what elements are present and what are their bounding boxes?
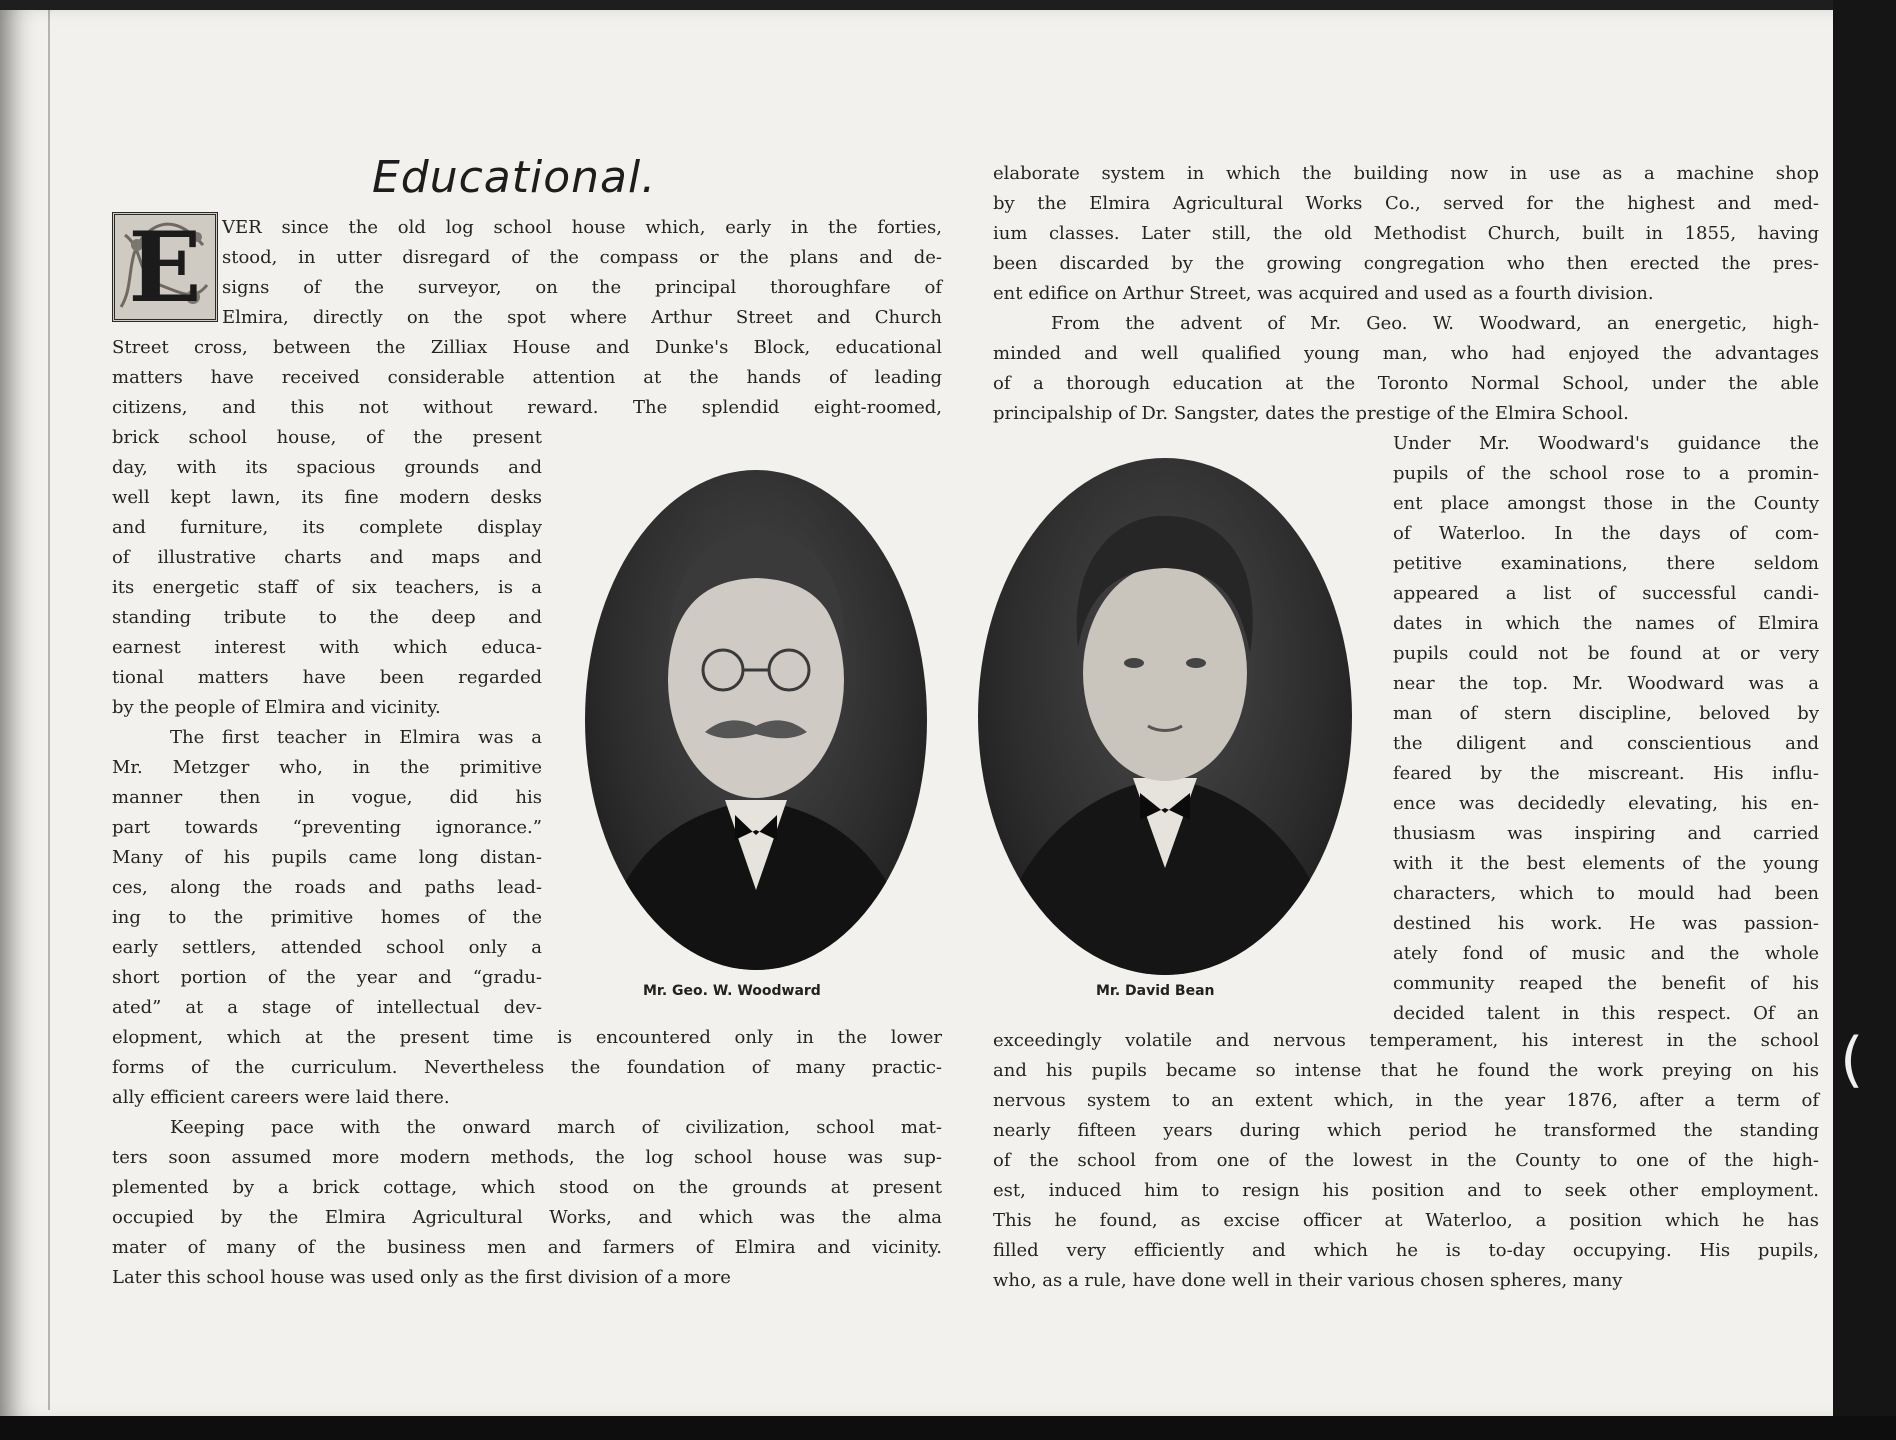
- text-line: early settlers, attended school only a: [112, 937, 542, 958]
- right-column-narrow: [1393, 429, 1819, 1029]
- text-line: petitive examinations, there seldom: [1393, 553, 1819, 574]
- text-line: forms of the curriculum. Nevertheless the foundation of many practic-: [112, 1057, 942, 1078]
- text-line: thusiasm was inspiring and carried: [1393, 823, 1819, 844]
- text-line: ium classes. Later still, the old Methodist Church, built in 1855, having: [993, 223, 1819, 244]
- scan-edge-bottom: [0, 1416, 1896, 1440]
- text-line: characters, which to mould had been: [1393, 883, 1819, 904]
- text-line: pupils could not be found at or very: [1393, 643, 1819, 664]
- text-line: earnest interest with which educa-: [112, 637, 542, 658]
- text-line: well kept lawn, its fine modern desks: [112, 487, 542, 508]
- text-line: with it the best elements of the young: [1393, 853, 1819, 874]
- text-line: decided talent in this respect. Of an: [1393, 1003, 1819, 1024]
- portrait-bean: [978, 458, 1352, 975]
- text-line: plemented by a brick cottage, which stood on the grounds at present: [112, 1177, 942, 1198]
- text-line: appeared a list of successful candi-: [1393, 583, 1819, 604]
- text-line: nearly fifteen years during which period he transformed the standing: [993, 1120, 1819, 1141]
- text-line: by the people of Elmira and vicinity.: [112, 697, 441, 718]
- edge-mark-icon: (: [1840, 1025, 1864, 1095]
- text-line: est, induced him to resign his position and to seek other employment.: [993, 1180, 1819, 1201]
- left-column-narrow: [112, 423, 542, 1023]
- text-line: man of stern discipline, beloved by: [1393, 703, 1819, 724]
- text-line: by the Elmira Agricultural Works Co., served for the highest and med-: [993, 193, 1819, 214]
- text-line: VER since the old log school house which, early in the forties,: [222, 217, 942, 238]
- text-line: exceedingly volatile and nervous temperament, his interest in the school: [993, 1030, 1819, 1051]
- text-line: day, with its spacious grounds and: [112, 457, 542, 478]
- drop-cap-e: [112, 212, 218, 322]
- text-line: near the top. Mr. Woodward was a: [1393, 673, 1819, 694]
- scan-edge-right: [1833, 0, 1896, 1440]
- text-line: ated” at a stage of intellectual dev-: [112, 997, 542, 1018]
- text-line: part towards “preventing ignorance.”: [112, 817, 542, 838]
- text-line: of Waterloo. In the days of com-: [1393, 523, 1819, 544]
- text-line: Under Mr. Woodward's guidance the: [1393, 433, 1819, 454]
- text-line: Many of his pupils came long distan-: [112, 847, 542, 868]
- young-man-portrait-icon: [978, 458, 1352, 975]
- text-line: manner then in vogue, did his: [112, 787, 542, 808]
- text-line: Keeping pace with the onward march of civilization, school mat-: [170, 1117, 942, 1138]
- left-paragraph-top: [112, 333, 942, 423]
- text-line: ces, along the roads and paths lead-: [112, 877, 542, 898]
- text-line: Mr. Metzger who, in the primitive: [112, 757, 542, 778]
- text-line: ent place amongst those in the County: [1393, 493, 1819, 514]
- caption-woodward: Mr. Geo. W. Woodward: [643, 983, 821, 999]
- text-line: ters soon assumed more modern methods, the log school house was sup-: [112, 1147, 942, 1168]
- text-line: The first teacher in Elmira was a: [170, 727, 542, 748]
- text-line: mater of many of the business men and farmers of Elmira and vicinity.: [112, 1237, 942, 1258]
- text-line: standing tribute to the deep and: [112, 607, 542, 628]
- text-line: the diligent and conscientious and: [1393, 733, 1819, 754]
- text-line: brick school house, of the present: [112, 427, 542, 448]
- text-line: been discarded by the growing congregation who then erected the pres-: [993, 253, 1819, 274]
- right-paragraph-top: [993, 159, 1819, 429]
- text-line: of illustrative charts and maps and: [112, 547, 542, 568]
- caption-bean: Mr. David Bean: [1096, 983, 1215, 999]
- text-line: ately fond of music and the whole: [1393, 943, 1819, 964]
- text-line: destined his work. He was passion-: [1393, 913, 1819, 934]
- text-line: citizens, and this not without reward. The splendid eight-roomed,: [112, 397, 942, 418]
- page-title: Educational.: [372, 152, 657, 203]
- left-dropcap-text: [222, 213, 942, 333]
- text-line: From the advent of Mr. Geo. W. Woodward, an energetic, high-: [1051, 313, 1819, 334]
- text-line: pupils of the school rose to a promin-: [1393, 463, 1819, 484]
- text-line: Elmira, directly on the spot where Arthur Street and Church: [222, 307, 942, 328]
- text-line: This he found, as excise officer at Waterloo, a position which he has: [993, 1210, 1819, 1231]
- left-paragraph-bottom: [112, 1023, 942, 1293]
- text-line: filled very efficiently and which he is to-day occupying. His pupils,: [993, 1240, 1819, 1261]
- right-paragraph-bottom: [993, 1026, 1819, 1296]
- text-line: elaborate system in which the building now in use as a machine shop: [993, 163, 1819, 184]
- text-line: occupied by the Elmira Agricultural Works, and which was the alma: [112, 1207, 942, 1228]
- drop-cap-letter: E: [128, 212, 202, 322]
- text-line: and his pupils became so intense that he found the work preying on his: [993, 1060, 1819, 1081]
- text-line: tional matters have been regarded: [112, 667, 542, 688]
- portrait-woodward: [585, 470, 927, 970]
- text-line: of a thorough education at the Toronto Normal School, under the able: [993, 373, 1819, 394]
- text-line: minded and well qualified young man, who had enjoyed the advantages: [993, 343, 1819, 364]
- text-line: ent edifice on Arthur Street, was acquired and used as a fourth division.: [993, 283, 1654, 304]
- text-line: feared by the miscreant. His influ-: [1393, 763, 1819, 784]
- text-line: ing to the primitive homes of the: [112, 907, 542, 928]
- text-line: Street cross, between the Zilliax House and Dunke's Block, educational: [112, 337, 942, 358]
- text-line: Later this school house was used only as the first division of a more: [112, 1267, 731, 1288]
- text-line: stood, in utter disregard of the compass or the plans and de-: [222, 247, 942, 268]
- text-line: short portion of the year and “gradu-: [112, 967, 542, 988]
- man-with-mustache-icon: [585, 470, 927, 970]
- gutter-shadow: [48, 10, 50, 1410]
- text-line: community reaped the benefit of his: [1393, 973, 1819, 994]
- text-line: matters have received considerable attention at the hands of leading: [112, 367, 942, 388]
- text-line: its energetic staff of six teachers, is a: [112, 577, 542, 598]
- text-line: ally efficient careers were laid there.: [112, 1087, 450, 1108]
- text-line: principalship of Dr. Sangster, dates the prestige of the Elmira School.: [993, 403, 1629, 424]
- text-line: of the school from one of the lowest in the County to one of the high-: [993, 1150, 1819, 1171]
- text-line: ence was decidedly elevating, his en-: [1393, 793, 1819, 814]
- text-line: dates in which the names of Elmira: [1393, 613, 1819, 634]
- text-line: who, as a rule, have done well in their various chosen spheres, many: [993, 1270, 1623, 1291]
- text-line: elopment, which at the present time is encountered only in the lower: [112, 1027, 942, 1048]
- text-line: signs of the surveyor, on the principal thoroughfare of: [222, 277, 942, 298]
- text-line: nervous system to an extent which, in the year 1876, after a term of: [993, 1090, 1819, 1111]
- text-line: and furniture, its complete display: [112, 517, 542, 538]
